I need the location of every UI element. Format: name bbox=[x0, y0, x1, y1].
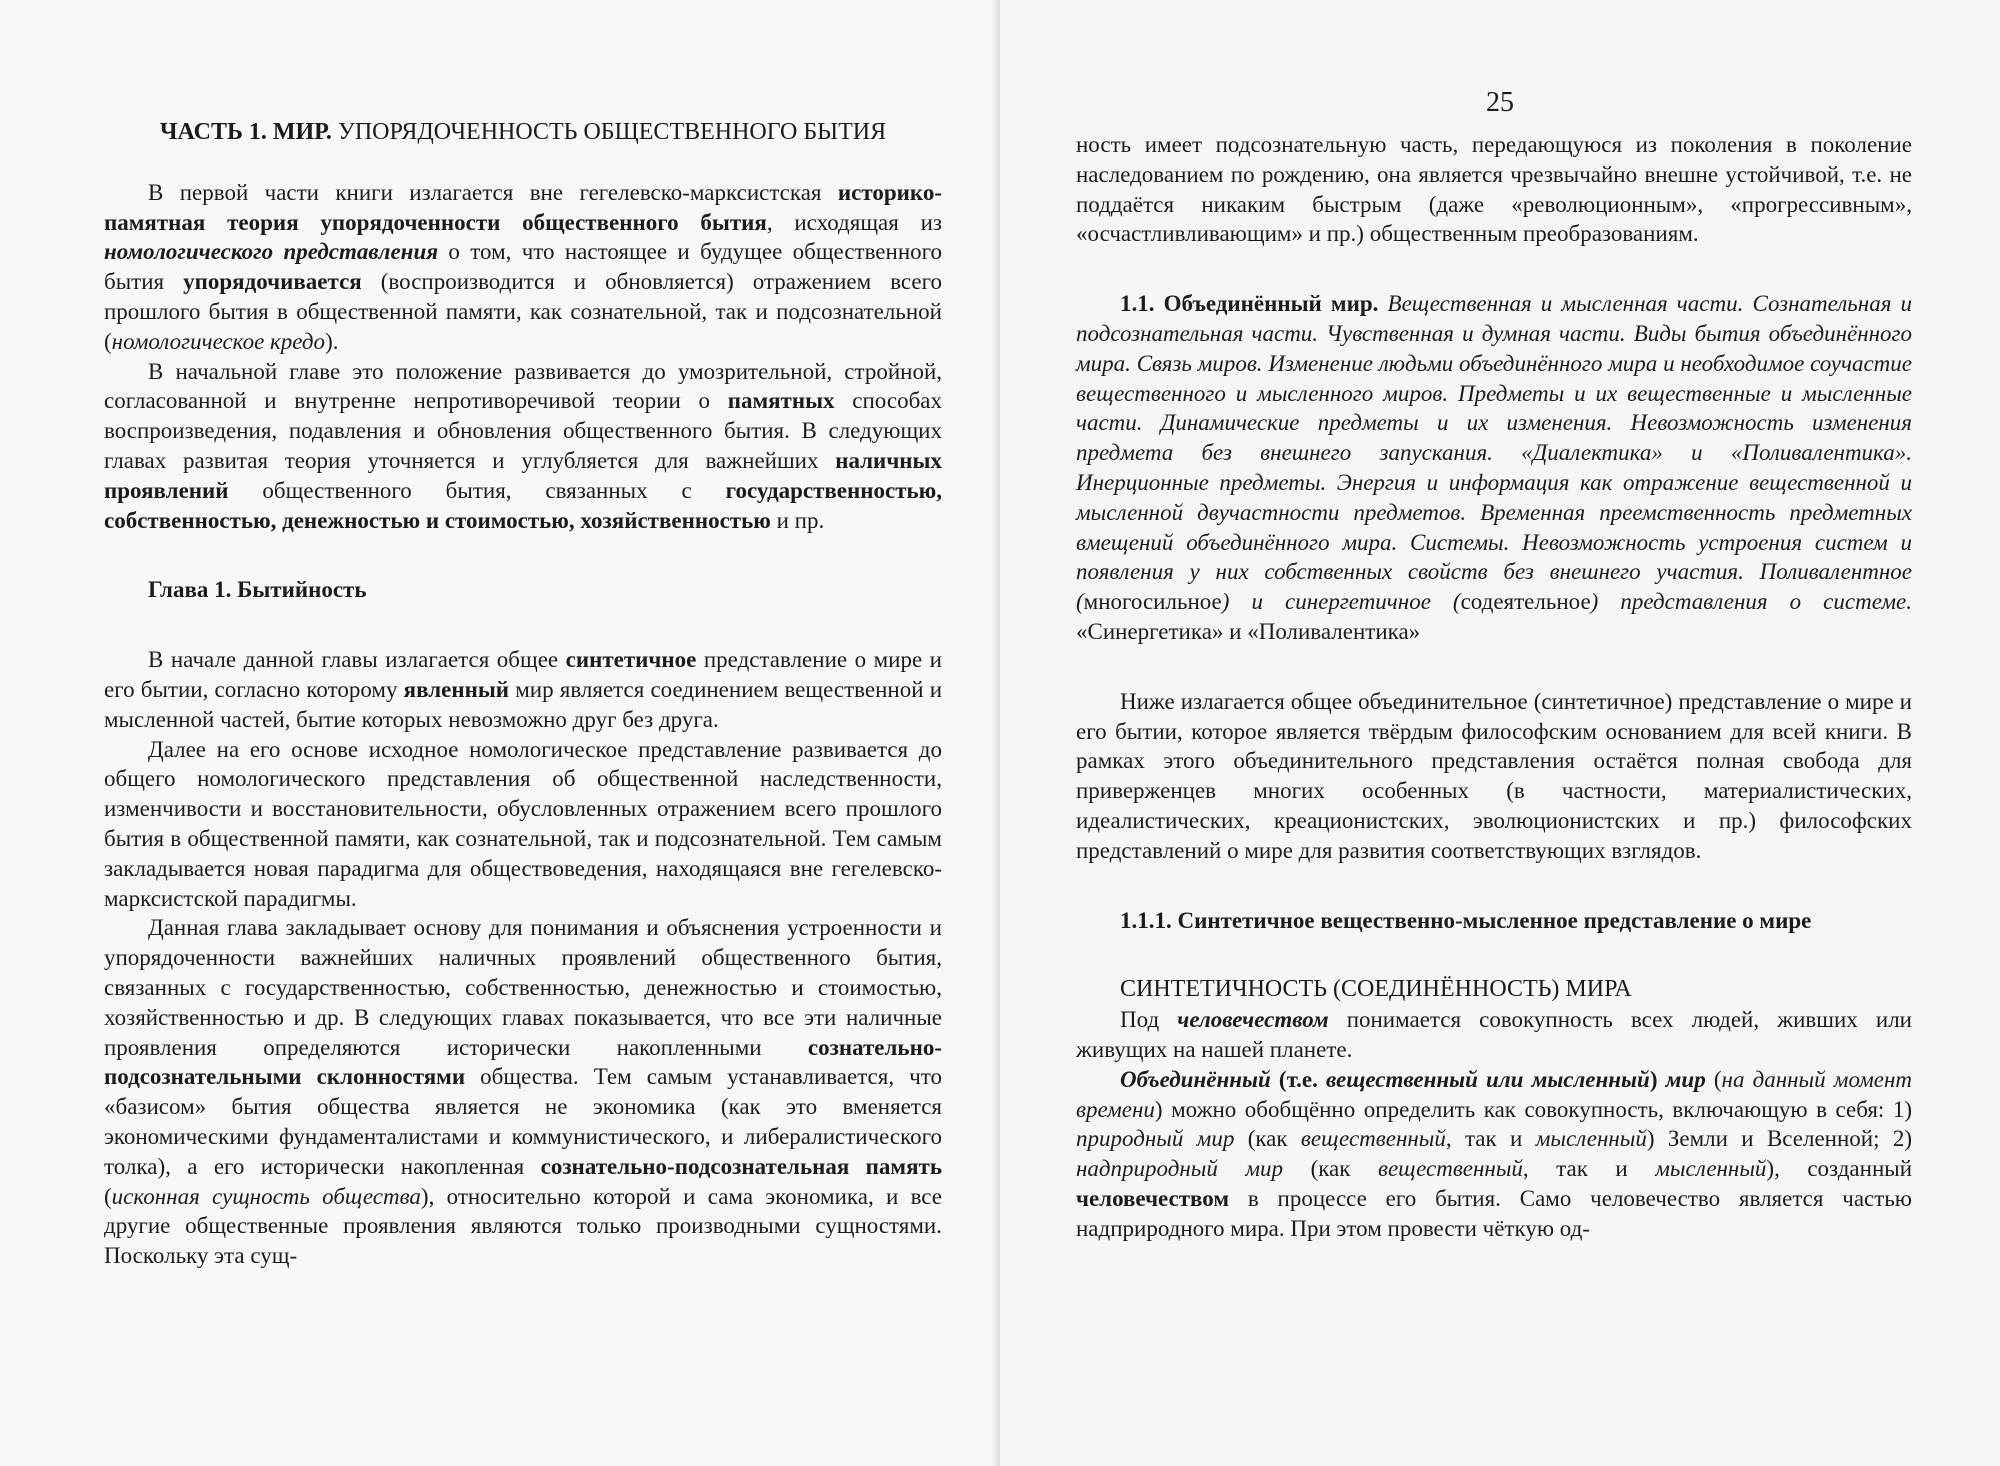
chapter-paragraph-1: В начале данной главы излагается общее синтетичное представление о мире и его бытии, согласно которому явленный мир является соединением вещественной и мысленной частей, бытие которых невозможно друг без друга. bbox=[104, 647, 942, 732]
intro-paragraph-2: В начальной главе это положение развивается до умозрительной, стройной, согласованной и внутренне непротиворечивой теории о памятных способах воспроизведения, подавления и обновления общественного бытия. В следующих главах развитая теория уточняется и углубляется для важнейших наличных проявлений общественного бытия, связанных с государственностью, собственностью, денежностью и стоимостью, хозяйственностью и пр. bbox=[104, 358, 942, 533]
continued-paragraph: ность имеет подсознательную часть, передающуюся из поколения в поколение наследованием по рождению, она является чрезвычайно внешне устойчивой, т.е. не поддаётся никаким быстрым (даже «революционным», «прогрессивным», «осчастливливающим» и пр.) общественным преобразованиям. bbox=[1076, 132, 1912, 247]
section-1-1-summary: 1.1. Объединённый мир. Вещественная и мысленная части. Сознательная и подсознательная части. Чувственная и думная части. Виды бытия объединённого мира. Связь миров. Изменение людьми объединённого мира и необходимое соучастие вещественного и мысленного миров. Предметы и их вещественные и мысленные части. Динамические предметы и их изменения. Невозможность изменения предмета без внешнего запускания. «Диалектика» и «Поливалентика». Инерционные предметы. Энергия и информация как отражение вещественной и мысленной двучастности предметов. Временная преемственность предметных вмещений объединённого мира. Системы. Невозможность устроения систем и появления у них собственных свойств без внешнего участия. Поливалентное (многосильное) и синергетичное (содеятельное) представления о системе. «Синергетика» и «Поливалентика» bbox=[1076, 291, 1912, 644]
section-1-1-title: 1.1. Объединённый мир. bbox=[1120, 291, 1379, 317]
section-1-1-1-title: 1.1.1. Синтетичное вещественно-мысленное представление о мире bbox=[1120, 907, 1812, 933]
chapter-paragraph-2: Далее на его основе исходное номологическое представление развивается до общего номологического представления об общественной наследственности, изменчивости и восстановительности, обусловленных отражением всего прошлого бытия в общественной памяти, как сознательной, так и подсознательной. Тем самым закладывается новая парадигма для обществоведения, находящаяся вне гегелевско-марксистской парадигмы. bbox=[104, 736, 942, 911]
definition-paragraph-2: Объединённый (т.е. вещественный или мысленный) мир (на данный момент времени) можно обобщённо определить как совокупность, включающую в себя: 1) природный мир (как вещественный, так и мысленный) Земли и Вселенной; 2) надприродный мир (как вещественный, так и мысленный), созданный человечеством в процессе его бытия. Само человечество является частью надприродного мира. При этом провести чёткую од- bbox=[1076, 1066, 1913, 1241]
definition-paragraph-1: Под человечеством понимается совокупность всех людей, живших или живущих на нашей планете. bbox=[1076, 1007, 1912, 1062]
part-title-lead: ЧАСТЬ 1. МИР. bbox=[159, 119, 332, 145]
right-page bbox=[1000, 0, 2000, 1466]
chapter-title: Глава 1. Бытийность bbox=[148, 577, 367, 603]
intro-below-paragraph: Ниже излагается общее объединительное (синтетичное) представление о мире и его бытии, которое является твёрдым философским основанием для всей книги. В рамках этого объединительного представления остаётся полная свобода для приверженцев многих особенных (в частности, материалистических, идеалистических, креационистских, эволюционистских и пр.) философских представлений о мире для развития соответствующих взглядов. bbox=[1076, 688, 1912, 863]
part-title-rest: УПОРЯДОЧЕННОСТЬ ОБЩЕСТВЕННОГО БЫТИЯ bbox=[331, 119, 887, 145]
chapter-paragraph-3: Данная глава закладывает основу для понимания и объяснения устроенности и упорядоченности важнейших наличных проявлений общественного бытия, связанных с государственностью, собственностью, денежностью и стоимостью, хозяйственностью и др. В следующих главах показывается, что все эти наличные проявления определяются исторически накопленными сознательно-подсознательными склонностями общества. Тем самым устанавливается, что «базисом» бытия общества является не экономика (как это вменяется экономическими фундаменталистами и коммунистического, и либералистического толка), а его исторически накопленная сознательно-подсознательная память (исконная сущность общества), относительно которой и сама экономика, и все другие общественные проявления являются только производными сущностями. Поскольку эта сущ- bbox=[104, 915, 943, 1269]
intro-paragraph-1: В первой части книги излагается вне гегелевско-марксистская историко-памятная теория упорядоченности общественного бытия, исходящая из номологического представления о том, что настоящее и будущее общественного бытия упорядочивается (воспроизводится и обновляется) отражением всего прошлого бытия в общественной памяти, как сознательной, так и подсознательной (номологическое кредо). bbox=[104, 179, 942, 354]
right-page-text bbox=[1076, 130, 1912, 1244]
page-number: 25 bbox=[1486, 87, 1514, 118]
part-title bbox=[104, 118, 942, 148]
subsection-caps-title: СИНТЕТИЧНОСТЬ (СОЕДИНЁННОСТЬ) МИРА bbox=[1120, 976, 1632, 1003]
left-page-text bbox=[104, 118, 942, 1271]
